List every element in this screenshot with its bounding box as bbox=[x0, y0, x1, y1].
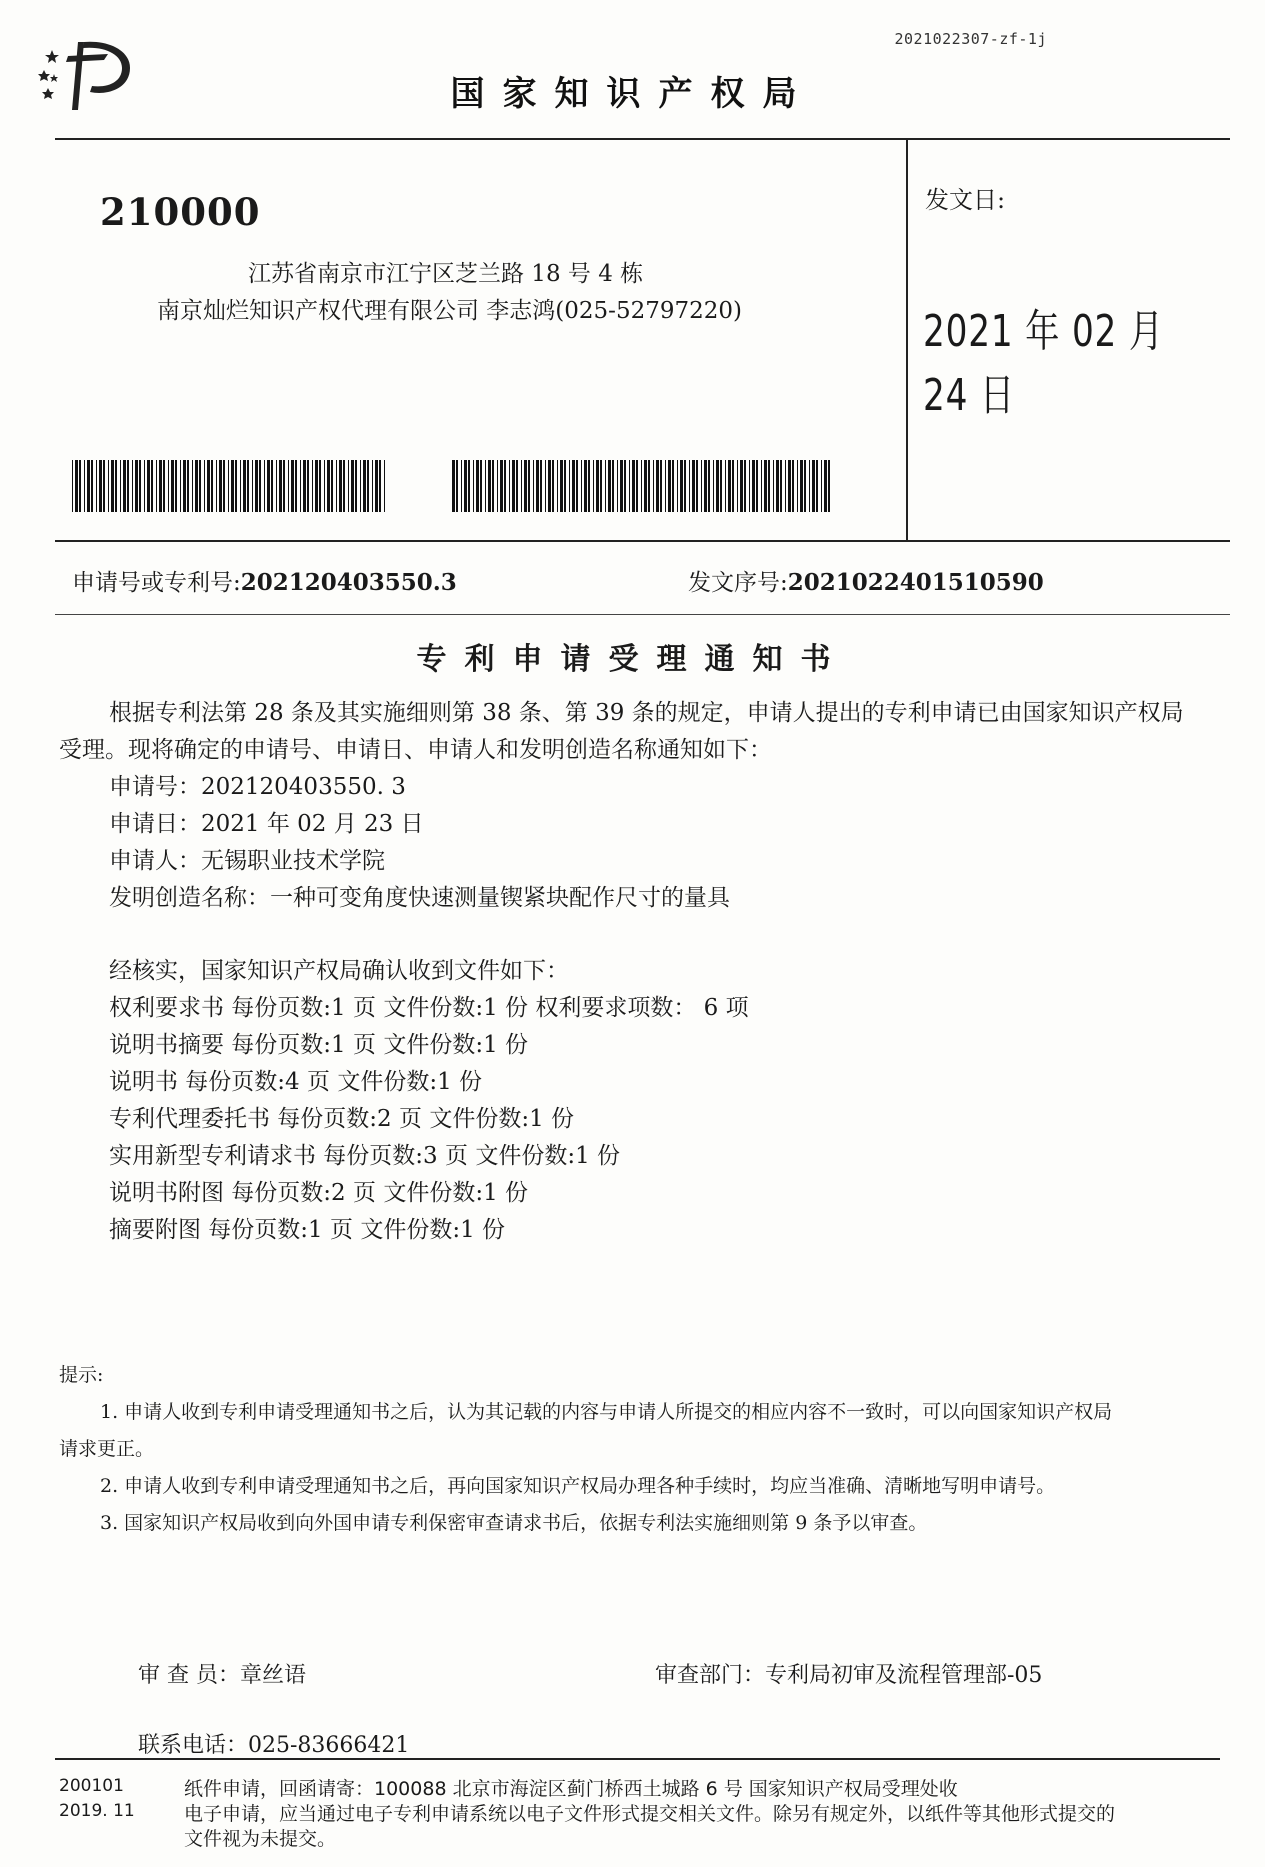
form-code: 200101 bbox=[59, 1776, 124, 1796]
hint-item: 1. 申请人收到专利申请受理通知书之后，认为其记载的内容与申请人所提交的相应内容不一致时，可以向国家知识产权局 bbox=[100, 1401, 1113, 1423]
hints-title: 提示: bbox=[59, 1364, 104, 1386]
file-item: 摘要附图 每份页数:1 页 文件份数:1 份 bbox=[109, 1217, 506, 1243]
barcode-icon bbox=[72, 460, 388, 512]
application-number-field bbox=[72, 564, 457, 597]
invention-name: 发明创造名称：一种可变角度快速测量锲紧块配作尺寸的量具 bbox=[109, 885, 730, 911]
hint-item: 2. 申请人收到专利申请受理通知书之后，再向国家知识产权局办理各种手续时，均应当准确、清晰地写明申请号。 bbox=[100, 1475, 1056, 1497]
paragraph-line: 根据专利法第 28 条及其实施细则第 38 条、第 39 条的规定，申请人提出的专利申请已由国家知识产权局 bbox=[109, 700, 1184, 726]
footer-line: 电子申请，应当通过电子专利申请系统以电子文件形式提交相关文件。除另有规定外，以纸件等其他形式提交的 bbox=[184, 1803, 1116, 1825]
document-code: 2021022307-zf-1j bbox=[894, 30, 1047, 48]
department: 审查部门：专利局初审及流程管理部-05 bbox=[655, 1663, 1043, 1688]
send-date: 2021 年 02 月 24 日 bbox=[923, 306, 1164, 421]
divider-vertical bbox=[906, 138, 908, 540]
file-item: 权利要求书 每份页数:1 页 文件份数:1 份 权利要求项数： 6 项 bbox=[109, 995, 749, 1021]
divider-footer bbox=[55, 1758, 1220, 1760]
office-name: 国家知识产权局 bbox=[450, 74, 815, 114]
notice-title: 专利申请受理通知书 bbox=[416, 642, 849, 677]
file-item: 说明书 每份页数:4 页 文件份数:1 份 bbox=[109, 1069, 483, 1095]
serial-number-label: 发文序号: bbox=[688, 570, 788, 596]
file-item: 实用新型专利请求书 每份页数:3 页 文件份数:1 份 bbox=[109, 1143, 621, 1169]
paragraph-line: 受理。现将确定的申请号、申请日、申请人和发明创造名称通知如下： bbox=[59, 737, 772, 763]
divider-middle bbox=[55, 540, 1230, 542]
examiner: 审 查 员：章丝语 bbox=[138, 1663, 306, 1688]
barcode-icon bbox=[452, 460, 832, 512]
hint-item: 3. 国家知识产权局收到向外国申请专利保密审查请求书后，依据专利法实施细则第 9 条予以审查。 bbox=[100, 1512, 928, 1534]
file-item: 说明书摘要 每份页数:1 页 文件份数:1 份 bbox=[109, 1032, 529, 1058]
contact-phone: 联系电话：025-83666421 bbox=[138, 1733, 410, 1758]
serial-number-value: 2021022401510590 bbox=[787, 569, 1044, 596]
application-number-label: 申请号或专利号: bbox=[72, 570, 241, 596]
file-item: 说明书附图 每份页数:2 页 文件份数:1 份 bbox=[109, 1180, 529, 1206]
divider-application bbox=[55, 614, 1230, 615]
verify-intro: 经核实，国家知识产权局确认收到文件如下： bbox=[109, 958, 569, 984]
application-number: 申请号：202120403550. 3 bbox=[109, 774, 406, 800]
applicant: 申请人：无锡职业技术学院 bbox=[109, 848, 385, 874]
send-date-label: 发文日: bbox=[925, 186, 1006, 214]
application-date: 申请日：2021 年 02 月 23 日 bbox=[109, 811, 424, 837]
hint-item: 请求更正。 bbox=[59, 1438, 155, 1460]
address-line-2: 南京灿烂知识产权代理有限公司 李志鸿(025-52797220) bbox=[157, 298, 742, 324]
serial-number-field bbox=[688, 564, 1044, 597]
address-line-1: 江苏省南京市江宁区芝兰路 18 号 4 栋 bbox=[248, 261, 644, 287]
footer-line: 文件视为未提交。 bbox=[184, 1828, 337, 1850]
file-item: 专利代理委托书 每份页数:2 页 文件份数:1 份 bbox=[109, 1106, 575, 1132]
application-number-value: 202120403550.3 bbox=[240, 569, 457, 596]
form-date: 2019. 11 bbox=[59, 1801, 135, 1821]
footer-line: 纸件申请，回函请寄：100088 北京市海淀区蓟门桥西土城路 6 号 国家知识产权局受理处收 bbox=[184, 1778, 958, 1800]
divider-top bbox=[55, 138, 1230, 140]
postal-code: 210000 bbox=[100, 190, 261, 234]
